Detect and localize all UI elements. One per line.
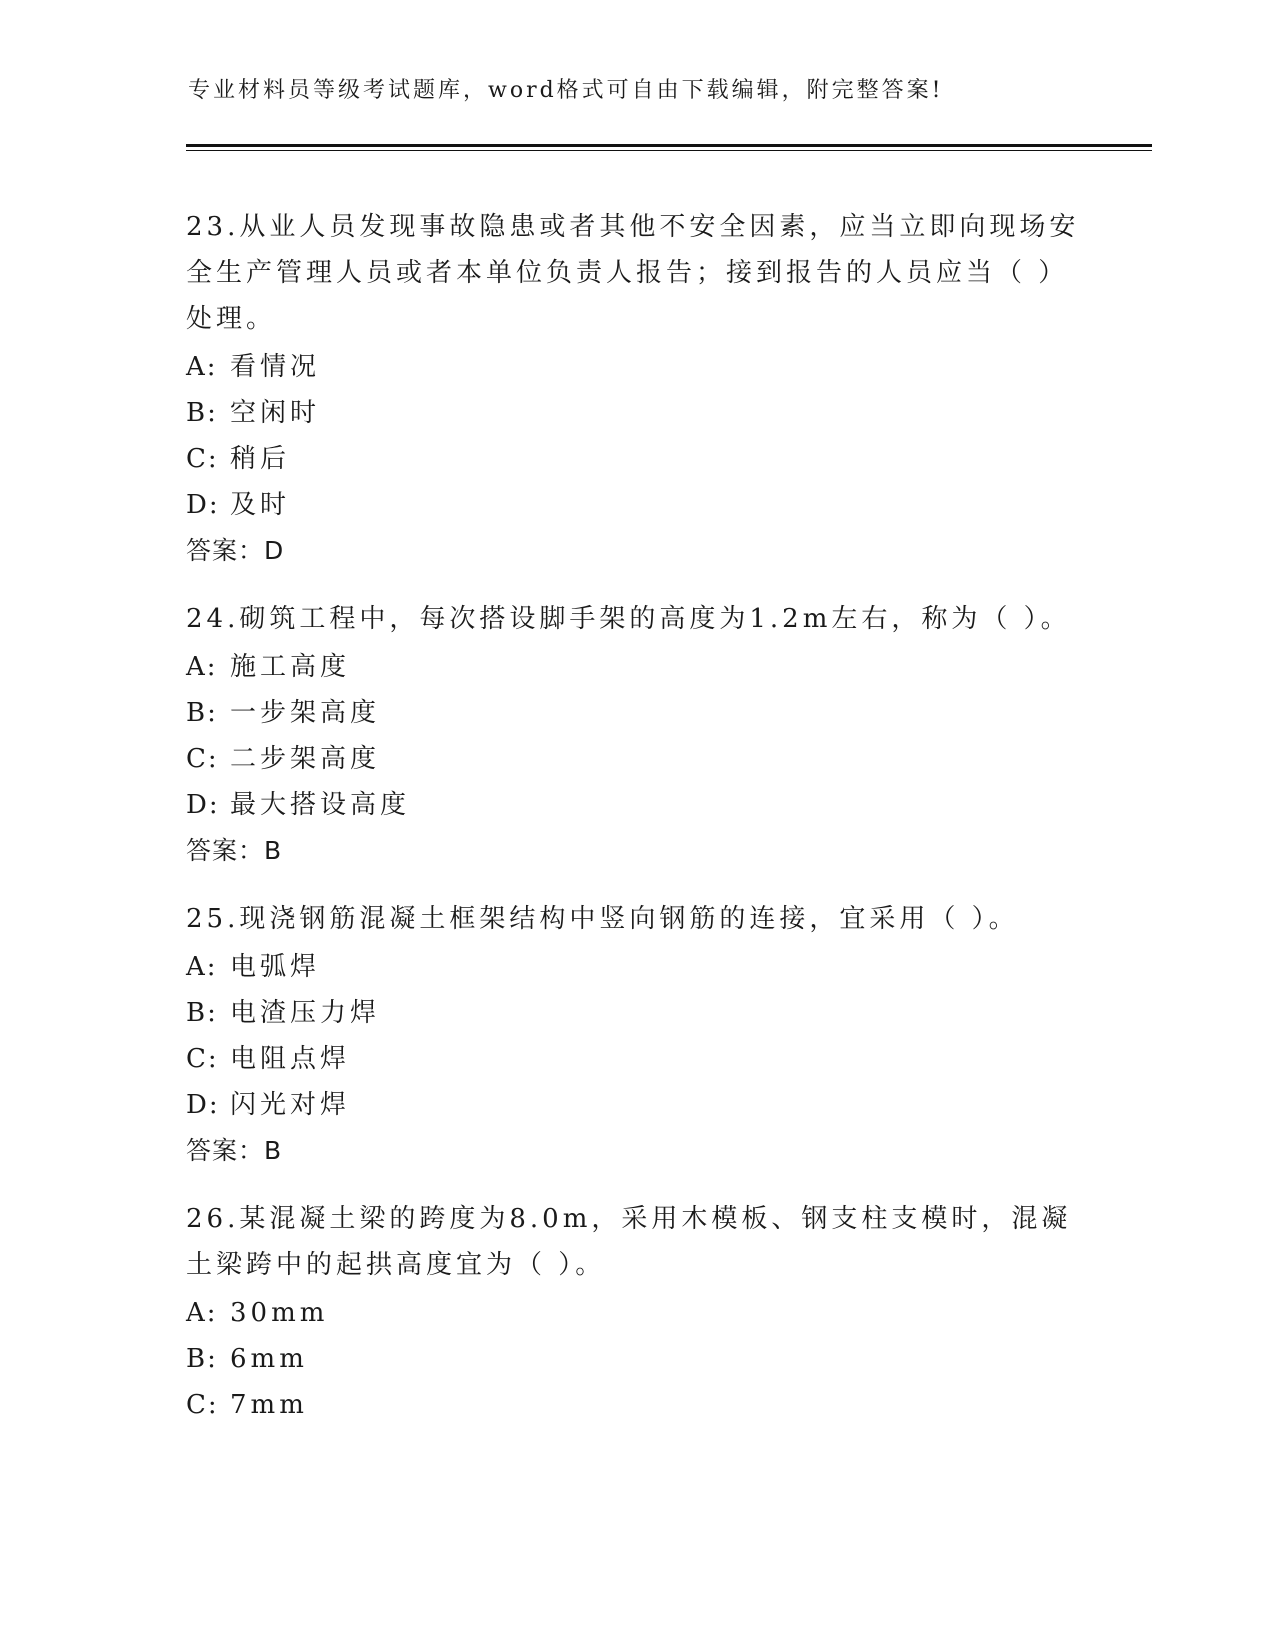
question-list [186, 204, 1086, 1450]
option-c [186, 436, 1086, 482]
option-text: 二步架高度 [230, 744, 381, 774]
question-24 [186, 596, 1086, 874]
option-b [186, 990, 1086, 1036]
option-text: 施工高度 [230, 652, 351, 682]
option-a [186, 944, 1086, 990]
option-a [186, 1290, 1086, 1336]
answer-line: 答案：D [186, 536, 285, 565]
option-letter: A: [186, 352, 218, 382]
option-letter: D: [186, 790, 220, 820]
option-text: 看情况 [230, 352, 321, 382]
option-letter: B: [186, 998, 218, 1028]
option-text: 稍后 [230, 444, 291, 474]
option-letter: B: [186, 398, 218, 428]
option-b [186, 390, 1086, 436]
option-b [186, 690, 1086, 736]
option-d [186, 1082, 1086, 1128]
option-text: 最大搭设高度 [230, 790, 411, 820]
question-23 [186, 204, 1086, 574]
question-stem: 25.现浇钢筋混凝土框架结构中竖向钢筋的连接，宜采用（ ）。 [186, 904, 1019, 934]
option-c [186, 736, 1086, 782]
option-text: 闪光对焊 [230, 1090, 351, 1120]
question-stem: 23.从业人员发现事故隐患或者其他不安全因素，应当立即向现场安全生产管理人员或者本单位负责人报告；接到报告的人员应当（ ）处理。 [186, 212, 1080, 334]
answer-line: 答案：B [186, 1136, 283, 1165]
question-stem: 24.砌筑工程中，每次搭设脚手架的高度为1.2m左右，称为（ ）。 [186, 604, 1071, 634]
option-a [186, 644, 1086, 690]
option-letter: A: [186, 652, 218, 682]
option-c [186, 1382, 1086, 1428]
option-c [186, 1036, 1086, 1082]
option-b [186, 1336, 1086, 1382]
option-letter: D: [186, 1090, 220, 1120]
question-stem: 26.某混凝土梁的跨度为8.0m，采用木模板、钢支柱支模时，混凝土梁跨中的起拱高度宜为（ ）。 [186, 1204, 1072, 1280]
option-text: 7mm [230, 1390, 308, 1420]
option-text: 电弧焊 [230, 952, 321, 982]
option-d [186, 782, 1086, 828]
header-rule-thin [186, 150, 1152, 151]
header-rule-thick [186, 144, 1152, 147]
option-letter: B: [186, 1344, 218, 1374]
option-letter: C: [186, 1390, 219, 1420]
option-text: 30mm [230, 1298, 329, 1328]
question-26 [186, 1196, 1086, 1428]
option-letter: C: [186, 444, 219, 474]
option-letter: D: [186, 490, 220, 520]
option-letter: B: [186, 698, 218, 728]
option-text: 6mm [230, 1344, 308, 1374]
option-letter: A: [186, 952, 218, 982]
option-letter: A: [186, 1298, 218, 1328]
question-25 [186, 896, 1086, 1174]
option-text: 一步架高度 [230, 698, 381, 728]
option-text: 电渣压力焊 [230, 998, 381, 1028]
option-letter: C: [186, 744, 219, 774]
option-letter: C: [186, 1044, 219, 1074]
answer-line: 答案：B [186, 836, 283, 865]
option-text: 空闲时 [230, 398, 321, 428]
option-text: 及时 [230, 490, 291, 520]
option-d [186, 482, 1086, 528]
page-header: 专业材料员等级考试题库，word格式可自由下载编辑，附完整答案! [188, 78, 944, 103]
option-a [186, 344, 1086, 390]
option-text: 电阻点焊 [230, 1044, 351, 1074]
